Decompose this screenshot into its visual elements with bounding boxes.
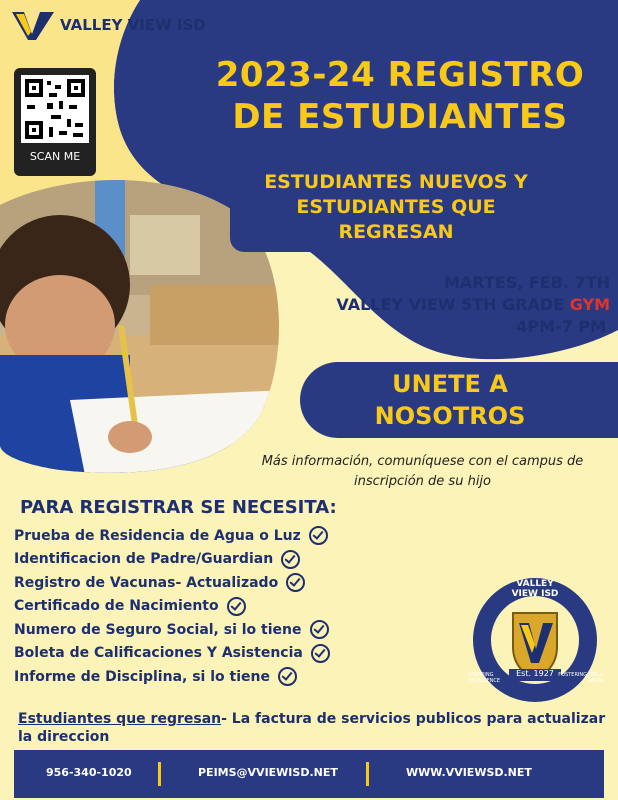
join-text bbox=[300, 368, 600, 432]
event-place-highlight: GYM bbox=[569, 295, 610, 314]
join-line-1: UNETE A bbox=[392, 370, 508, 398]
brand-logo bbox=[10, 8, 206, 42]
qr-label: SCAN ME bbox=[29, 150, 81, 163]
seal-top-text: VALLEY VIEW ISD bbox=[511, 579, 559, 599]
event-place-prefix: VALLEY VIEW 5TH GRADE bbox=[336, 295, 565, 314]
footer-website[interactable]: WWW.VVIEWSD.NET bbox=[406, 766, 532, 779]
seal-est: Est. 1927 bbox=[516, 669, 554, 678]
join-line-2: NOSOTROS bbox=[374, 402, 526, 430]
qr-code-block[interactable] bbox=[14, 68, 96, 176]
brand-name: VALLEY VIEW ISD bbox=[60, 16, 206, 34]
checkmark-icon bbox=[311, 644, 330, 663]
checkmark-icon bbox=[310, 620, 329, 639]
returning-text: - La factura de servicios publicos para actualizar la direccion bbox=[18, 711, 606, 745]
event-info bbox=[300, 272, 610, 338]
subtitle bbox=[236, 170, 556, 245]
subtitle-line-2: ESTUDIANTES QUE bbox=[296, 196, 496, 218]
footer-divider bbox=[366, 762, 369, 786]
checkmark-icon bbox=[227, 597, 246, 616]
seal-left-text: INSPIRING EXCELLENCE bbox=[468, 672, 500, 684]
qr-code-icon bbox=[21, 75, 89, 143]
checkmark-icon bbox=[309, 526, 328, 545]
checkmark-icon bbox=[281, 550, 300, 569]
returning-note bbox=[18, 710, 608, 746]
title-line-1: 2023-24 REGISTRO bbox=[215, 55, 585, 95]
event-time: 4PM-7 PM bbox=[516, 317, 606, 336]
requirements-heading: PARA REGISTRAR SE NECESITA: bbox=[20, 497, 337, 518]
footer-email[interactable]: PEIMS@VVIEWISD.NET bbox=[198, 766, 338, 779]
page-title bbox=[195, 54, 605, 138]
checkmark-icon bbox=[278, 667, 297, 686]
footer-divider bbox=[158, 762, 161, 786]
requirement-item: Informe de Disciplina, si lo tiene bbox=[14, 665, 434, 689]
more-info bbox=[230, 452, 615, 492]
returning-label: Estudiantes que regresan bbox=[18, 711, 222, 727]
title-line-2: DE ESTUDIANTES bbox=[232, 97, 568, 137]
subtitle-line-1: ESTUDIANTES NUEVOS Y bbox=[264, 171, 528, 193]
requirements-list bbox=[14, 524, 434, 689]
more-info-line-1: Más información, comuníquese con el campus de bbox=[261, 454, 584, 469]
requirement-item: Certificado de Nacimiento bbox=[14, 595, 434, 619]
subtitle-line-3: REGRESAN bbox=[338, 221, 454, 243]
requirement-item: Prueba de Residencia de Agua o Luz bbox=[14, 524, 434, 548]
requirement-item: Registro de Vacunas- Actualizado bbox=[14, 571, 434, 595]
more-info-line-2: inscripción de su hijo bbox=[353, 474, 491, 489]
requirement-item: Numero de Seguro Social, si lo tiene bbox=[14, 618, 434, 642]
seal-right-text: FOSTERING WELL-BEING bbox=[558, 672, 604, 684]
checkmark-icon bbox=[286, 573, 305, 592]
event-date: MARTES, FEB. 7TH bbox=[443, 273, 610, 292]
footer-bar bbox=[14, 750, 604, 798]
requirement-item: Identificacion de Padre/Guardian bbox=[14, 548, 434, 572]
requirement-item: Boleta de Calificaciones Y Asistencia bbox=[14, 642, 434, 666]
vv-logo-icon bbox=[10, 8, 58, 42]
footer-phone[interactable]: 956-340-1020 bbox=[46, 766, 132, 779]
event-place bbox=[300, 294, 610, 316]
